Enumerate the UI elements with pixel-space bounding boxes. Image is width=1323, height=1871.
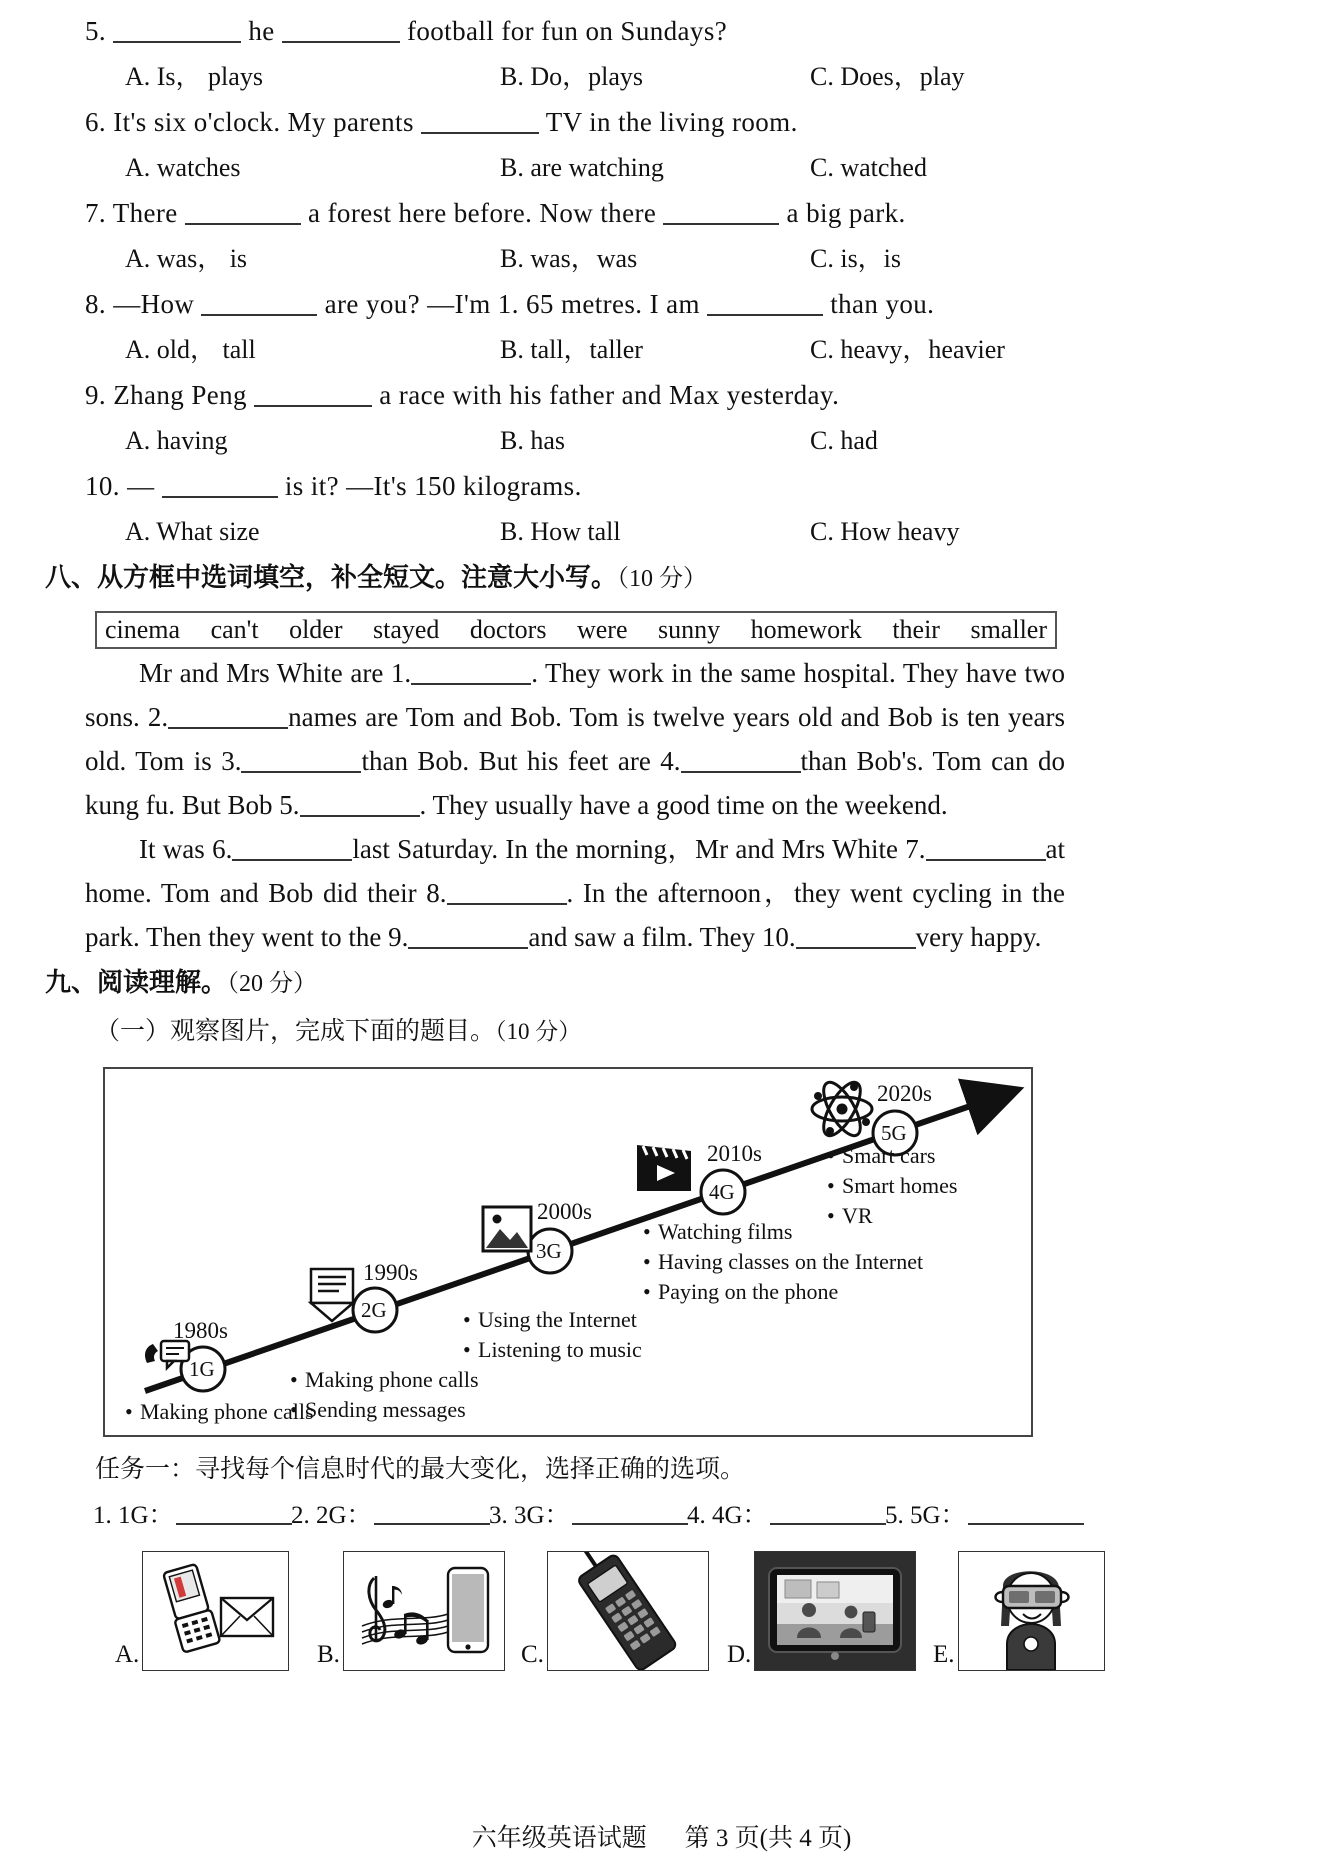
options-row-5: [85, 54, 1085, 99]
answer-blank[interactable]: [282, 19, 400, 43]
node-label-2g: 2G: [361, 1298, 387, 1322]
task-one-answer-row: [93, 1495, 1085, 1539]
feature-item: • Making phone calls: [125, 1397, 314, 1427]
node-label-5g: 5G: [881, 1121, 907, 1145]
question-stem-part: a forest here before. Now there: [308, 198, 657, 228]
features-2g: [290, 1365, 479, 1425]
decade-label-1990s: 1990s: [363, 1260, 418, 1285]
photo-image-icon: [483, 1207, 531, 1251]
answer-blank[interactable]: [421, 110, 539, 134]
question-row-5: [85, 8, 1085, 54]
options-row-10: [85, 509, 1085, 554]
option-c[interactable]: C. is，is: [810, 244, 902, 273]
question-number: 9.: [85, 380, 107, 410]
cloze-passage: [85, 651, 1065, 959]
feature-item: • Making phone calls: [290, 1365, 479, 1395]
feature-item: • Smart cars: [827, 1141, 958, 1171]
picture-letter-c: C.: [521, 1641, 544, 1668]
answer-slot-5g: [885, 1495, 1084, 1531]
feature-item: • Using the Internet: [463, 1305, 642, 1335]
feature-item: • Sending messages: [290, 1395, 479, 1425]
cloze-blank-7[interactable]: [926, 839, 1046, 861]
picture-option-b[interactable]: [317, 1551, 505, 1671]
passage-text: . They usually have a good time on the weekend.: [419, 790, 948, 820]
answer-blank[interactable]: [176, 1504, 292, 1525]
passage-text: . In the afternoon，they went cycling in the park. Then they went to the 9.: [85, 878, 1065, 952]
decade-label-2010s: 2010s: [707, 1141, 762, 1166]
answer-slot-label: 4. 4G：: [687, 1502, 768, 1529]
option-a[interactable]: A. old， tall: [125, 335, 256, 364]
picture-option-d[interactable]: [727, 1551, 916, 1671]
page-content: [45, 8, 1085, 1671]
answer-blank[interactable]: [254, 383, 372, 407]
footer-title: 六年级英语试题: [471, 1823, 647, 1852]
word-bank-item[interactable]: older: [289, 615, 343, 644]
option-c[interactable]: C. How heavy: [810, 517, 960, 546]
section-8-points: （10 分）: [617, 566, 708, 592]
question-row-10: [85, 463, 1085, 509]
question-row-7: [85, 190, 1085, 236]
answer-blank[interactable]: [113, 19, 241, 43]
section-8-title: 八、从方框中选词填空，补全短文。注意大小写。: [45, 563, 618, 593]
answer-slot-label: 5. 5G：: [885, 1502, 966, 1529]
section-9-sub-points: （10 分）: [495, 1019, 582, 1044]
section-9-heading: [45, 959, 1085, 1008]
answer-blank[interactable]: [707, 292, 823, 316]
cloze-blank-4[interactable]: [681, 751, 801, 773]
feature-item: • VR: [827, 1201, 958, 1231]
passage-text: at home. Tom and Bob did their 8.: [85, 834, 1065, 908]
decade-label-2020s: 2020s: [877, 1081, 932, 1106]
passage-text: Mr and Mrs White are 1.: [139, 658, 412, 688]
vr-headset-girl-picture[interactable]: [958, 1551, 1105, 1671]
question-row-6: [85, 99, 1085, 145]
passage-paragraph-2: [85, 827, 1065, 959]
answer-blank[interactable]: [968, 1504, 1084, 1525]
question-stem-part: —How: [113, 289, 195, 319]
question-stem-part: he: [248, 16, 275, 46]
brick-phone-picture[interactable]: [547, 1551, 709, 1671]
answer-blank[interactable]: [185, 201, 301, 225]
picture-letter-a: A.: [115, 1641, 140, 1668]
picture-option-e[interactable]: [933, 1551, 1105, 1671]
film-clapperboard-play-icon: [637, 1145, 691, 1191]
option-b[interactable]: B. tall，taller: [500, 335, 643, 364]
passage-text: than Bob's. Tom can do kung fu. But Bob 5.: [85, 746, 1065, 820]
option-c[interactable]: C. heavy，heavier: [810, 335, 1005, 364]
options-row-6: [85, 145, 1085, 190]
mobile-generations-timeline-figure: [103, 1067, 1033, 1437]
answer-slot-label: 1. 1G：: [93, 1502, 174, 1529]
features-5g: [827, 1141, 958, 1231]
cloze-blank-8[interactable]: [447, 883, 567, 905]
footer-page-number: 第 3 页(共 4 页): [684, 1825, 852, 1852]
answer-blank[interactable]: [162, 474, 278, 498]
answer-blank[interactable]: [770, 1504, 886, 1525]
question-stem-part: are you? —I'm 1. 65 metres. I am: [324, 289, 700, 319]
answer-blank[interactable]: [663, 201, 779, 225]
answer-slot-2g: [291, 1495, 490, 1531]
option-b[interactable]: B. has: [500, 426, 565, 455]
question-stem-part: Zhang Peng: [113, 380, 247, 410]
options-row-8: [85, 327, 1085, 372]
question-stem-part: football for fun on Sundays?: [406, 16, 728, 46]
word-bank-item[interactable]: sunny: [657, 615, 721, 644]
cloze-blank-3[interactable]: [241, 751, 361, 773]
question-stem-part: a big park.: [786, 198, 906, 228]
passage-text: names are Tom and Bob. Tom is twelve years old and Bob is ten years old. Tom is 3.: [85, 702, 1066, 776]
passage-text: and saw a film. They 10.: [528, 922, 796, 952]
feature-item: • Listening to music: [463, 1335, 642, 1365]
word-bank-item[interactable]: cinema: [105, 615, 181, 644]
option-c[interactable]: C. Does，play: [810, 62, 965, 91]
passage-text: last Saturday. In the morning，Mr and Mrs White 7.: [352, 834, 926, 864]
section-8-heading: [45, 554, 1085, 603]
word-bank-item[interactable]: doctors: [469, 615, 547, 644]
section-9-points: （20 分）: [227, 971, 318, 997]
option-a[interactable]: A. What size: [125, 517, 260, 546]
options-row-7: [85, 236, 1085, 281]
picture-letter-b: B.: [317, 1641, 340, 1668]
section-9-subheading: [95, 1008, 1085, 1055]
question-row-9: [85, 372, 1085, 418]
option-b[interactable]: B. Do，plays: [500, 62, 644, 91]
option-a[interactable]: A. watches: [125, 153, 241, 182]
option-c[interactable]: C. had: [810, 426, 878, 455]
option-b[interactable]: B. How tall: [500, 517, 621, 546]
word-bank-item[interactable]: smaller: [970, 615, 1047, 644]
question-stem-part: a race with his father and Max yesterday.: [379, 380, 840, 410]
cloze-blank-10[interactable]: [796, 927, 916, 949]
decade-label-2000s: 2000s: [537, 1199, 592, 1224]
option-b[interactable]: B. are watching: [500, 153, 664, 182]
picture-options-row: [93, 1543, 1085, 1671]
passage-text: It was 6.: [139, 834, 233, 864]
task-one-instruction: 任务一：寻找每个信息时代的最大变化，选择正确的选项。: [95, 1454, 746, 1483]
option-a[interactable]: A. was， is: [125, 244, 248, 273]
word-bank-item[interactable]: were: [576, 615, 628, 644]
question-number: 8.: [85, 289, 107, 319]
picture-option-a[interactable]: [115, 1551, 289, 1671]
cloze-blank-1[interactable]: [411, 663, 531, 685]
word-bank-item[interactable]: can't: [210, 615, 259, 644]
answer-slot-label: 3. 3G：: [489, 1502, 570, 1529]
passage-text: very happy.: [915, 922, 1042, 952]
word-bank-item[interactable]: homework: [750, 615, 862, 644]
question-row-8: [85, 281, 1085, 327]
feature-item: • Paying on the phone: [643, 1277, 923, 1307]
option-c[interactable]: C. watched: [810, 153, 927, 182]
features-1g: [125, 1397, 314, 1427]
video-call-on-phone-picture[interactable]: [754, 1551, 916, 1671]
answer-slot-label: 2. 2G：: [291, 1502, 372, 1529]
section-9-sub-title: （一）观察图片，完成下面的题目。: [95, 1016, 496, 1045]
word-bank-item[interactable]: stayed: [373, 615, 440, 644]
cloze-blank-2[interactable]: [168, 707, 288, 729]
features-3g: [463, 1305, 642, 1365]
option-a[interactable]: A. having: [125, 426, 228, 455]
answer-slot-1g: [93, 1495, 292, 1531]
question-stem-part: than you.: [830, 289, 935, 319]
feature-item: • Having classes on the Internet: [643, 1247, 923, 1277]
passage-paragraph-1: [85, 651, 1065, 827]
question-stem-part: —: [127, 471, 155, 501]
envelope-message-icon: [311, 1269, 353, 1321]
question-stem-part: TV in the living room.: [545, 107, 798, 137]
cloze-blank-9[interactable]: [408, 927, 528, 949]
music-notes-and-smartphone-picture[interactable]: [343, 1551, 505, 1671]
options-row-9: [85, 418, 1085, 463]
word-bank-box: [95, 611, 1057, 649]
question-number: 7.: [85, 198, 107, 228]
node-label-1g: 1G: [189, 1357, 215, 1381]
flip-phone-and-envelope-picture[interactable]: [142, 1551, 289, 1671]
page-footer: [0, 1818, 1323, 1854]
question-number: 5.: [85, 16, 107, 46]
cloze-blank-6[interactable]: [232, 839, 352, 861]
answer-slot-4g: [687, 1495, 886, 1531]
question-stem-part: There: [112, 198, 178, 228]
node-label-4g: 4G: [709, 1180, 735, 1204]
picture-letter-d: D.: [727, 1641, 752, 1668]
feature-item: • Smart homes: [827, 1171, 958, 1201]
feature-item: • Watching films: [643, 1217, 923, 1247]
word-bank-item[interactable]: their: [892, 615, 940, 644]
option-b[interactable]: B. was，was: [500, 244, 638, 273]
question-stem-part: is it? —It's 150 kilograms.: [284, 471, 582, 501]
answer-slot-3g: [489, 1495, 688, 1531]
question-number: 6.: [85, 107, 107, 137]
passage-text: . They work in the same hospital. They have two sons. 2.: [85, 658, 1065, 732]
picture-option-c[interactable]: [521, 1551, 709, 1671]
picture-letter-e: E.: [933, 1641, 955, 1668]
answer-blank[interactable]: [572, 1504, 688, 1525]
answer-blank[interactable]: [374, 1504, 490, 1525]
atom-icon: [812, 1077, 872, 1141]
cloze-blank-5[interactable]: [300, 795, 420, 817]
section-9-title: 九、阅读理解。: [45, 968, 228, 998]
node-label-3g: 3G: [536, 1239, 562, 1263]
decade-label-1980s: 1980s: [173, 1318, 228, 1343]
question-stem-part: It's six o'clock. My parents: [113, 107, 414, 137]
option-a[interactable]: A. Is， plays: [125, 62, 263, 91]
answer-blank[interactable]: [201, 292, 317, 316]
question-number: 10.: [85, 471, 120, 501]
passage-text: than Bob. But his feet are 4.: [361, 746, 681, 776]
